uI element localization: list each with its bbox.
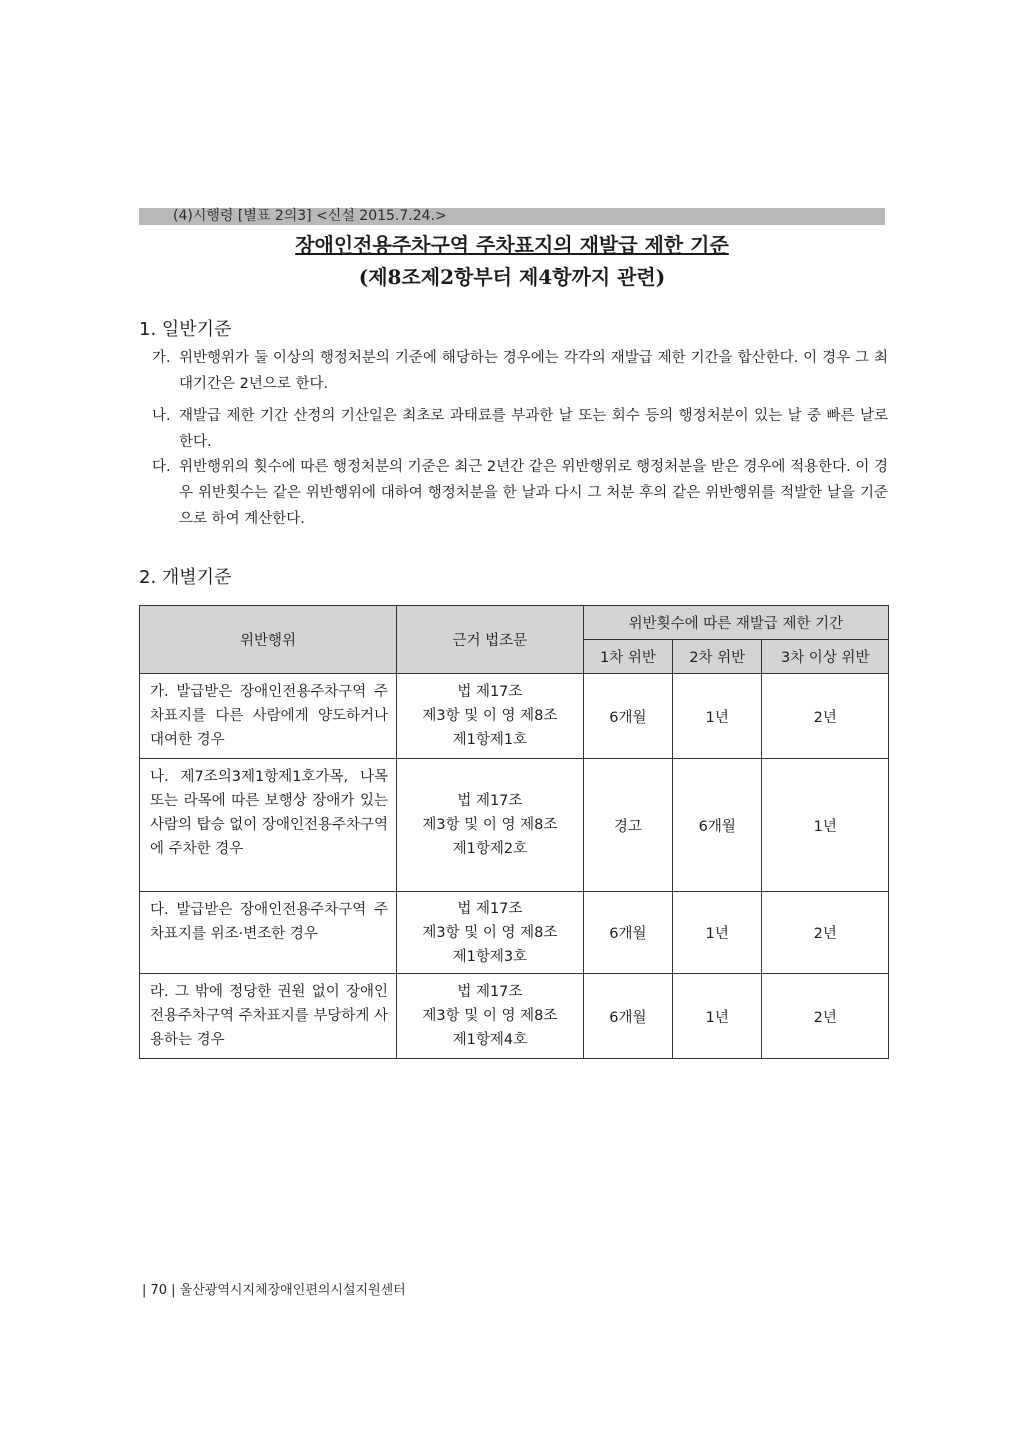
table-row — [140, 759, 889, 892]
first-violation-cell: 6개월 — [583, 674, 672, 759]
section-heading-general: 1. 일반기준 — [139, 319, 232, 340]
third-violation-cell: 2년 — [762, 892, 889, 974]
second-violation-cell: 1년 — [673, 892, 762, 974]
law-line: 제3항 및 이 영 제8조 — [422, 708, 558, 724]
violation-cell: 가. 발급받은 장애인전용주차구역 주차표지를 다른 사람에게 양도하거나 대여한 경우 — [140, 674, 397, 759]
legal-basis-cell — [397, 674, 584, 759]
first-violation-cell: 경고 — [583, 759, 672, 892]
col-header-second-violation: 2차 위반 — [673, 640, 762, 674]
item-text: 위반행위의 횟수에 따른 행정처분의 기준은 최근 2년간 같은 위반행위로 행정처분을 받은 경우에 적용한다. 이 경우 위반횟수는 같은 위반행위에 대하여 행정처분을 한 날과 다시 그 처분 후의 같은 위반행위를 적발한 날을 기준으로 하여 계산한다. — [179, 459, 888, 527]
law-line: 제3항 및 이 영 제8조 — [422, 817, 558, 833]
legal-basis-cell — [397, 892, 584, 974]
table-row — [140, 892, 889, 974]
table-row — [140, 974, 889, 1059]
page-footer: | 70 | 울산광역시지체장애인편의시설지원센터 — [142, 1283, 406, 1298]
annex-header-bar — [139, 208, 885, 225]
legal-basis-cell — [397, 759, 584, 892]
item-text: 위반행위가 둘 이상의 행정처분의 기준에 해당하는 경우에는 각각의 재발급 제한 기간을 합산한다. 이 경우 그 최대기간은 2년으로 한다. — [179, 350, 888, 392]
general-item — [152, 454, 888, 532]
item-mark: 가. — [152, 350, 171, 366]
col-header-first-violation: 1차 위반 — [583, 640, 672, 674]
law-line: 제3항 및 이 영 제8조 — [422, 924, 558, 941]
first-violation-cell: 6개월 — [583, 892, 672, 974]
second-violation-cell: 1년 — [673, 674, 762, 759]
violation-cell: 다. 발급받은 장애인전용주차구역 주차표지를 위조·변조한 경우 — [140, 892, 397, 974]
col-header-legal-basis: 근거 법조문 — [397, 606, 584, 674]
item-mark: 나. — [152, 408, 171, 424]
first-violation-cell: 6개월 — [583, 974, 672, 1059]
law-line: 제3항 및 이 영 제8조 — [422, 1008, 558, 1024]
law-line: 제1항제3호 — [452, 948, 528, 965]
law-line: 제1항제4호 — [452, 1032, 528, 1048]
law-line: 제1항제1호 — [452, 732, 528, 748]
legal-basis-cell — [397, 974, 584, 1059]
col-header-restriction-period: 위반횟수에 따른 재발급 제한 기간 — [583, 606, 888, 640]
col-header-violation: 위반행위 — [140, 606, 397, 674]
law-line: 법 제17조 — [457, 900, 523, 917]
general-item — [152, 403, 888, 455]
table-row — [140, 674, 889, 759]
document-title: 장애인전용주차구역 주차표지의 재발급 제한 기준 — [295, 233, 729, 257]
annex-header: (4)시행령 [별표 2의3] <신설 2015.7.24.> — [173, 208, 447, 224]
second-violation-cell: 6개월 — [673, 759, 762, 892]
item-text: 재발급 제한 기간 산정의 기산일은 최초로 과태료를 부과한 날 또는 회수 등의 행정처분이 있는 날 중 빠른 날로 한다. — [179, 408, 888, 450]
third-violation-cell: 1년 — [762, 759, 889, 892]
violation-cell: 나. 제7조의3제1항제1호가목, 나목 또는 라목에 따른 보행상 장애가 있는 사람의 탑승 없이 장애인전용주차구역에 주차한 경우 — [140, 759, 397, 892]
violation-cell: 라. 그 밖에 정당한 권원 없이 장애인전용주차구역 주차표지를 부당하게 사용하는 경우 — [140, 974, 397, 1059]
section-heading-individual: 2. 개별기준 — [139, 567, 232, 588]
law-line: 법 제17조 — [457, 793, 523, 809]
third-violation-cell: 2년 — [762, 974, 889, 1059]
item-mark: 다. — [152, 459, 171, 475]
document-subtitle: (제8조제2항부터 제4항까지 관련) — [358, 265, 666, 289]
general-item — [152, 345, 888, 397]
law-line: 법 제17조 — [457, 684, 523, 700]
second-violation-cell: 1년 — [673, 974, 762, 1059]
col-header-third-violation: 3차 이상 위반 — [762, 640, 889, 674]
law-line: 제1항제2호 — [452, 841, 528, 857]
third-violation-cell: 2년 — [762, 674, 889, 759]
law-line: 법 제17조 — [457, 984, 523, 1000]
criteria-table — [139, 605, 889, 1059]
